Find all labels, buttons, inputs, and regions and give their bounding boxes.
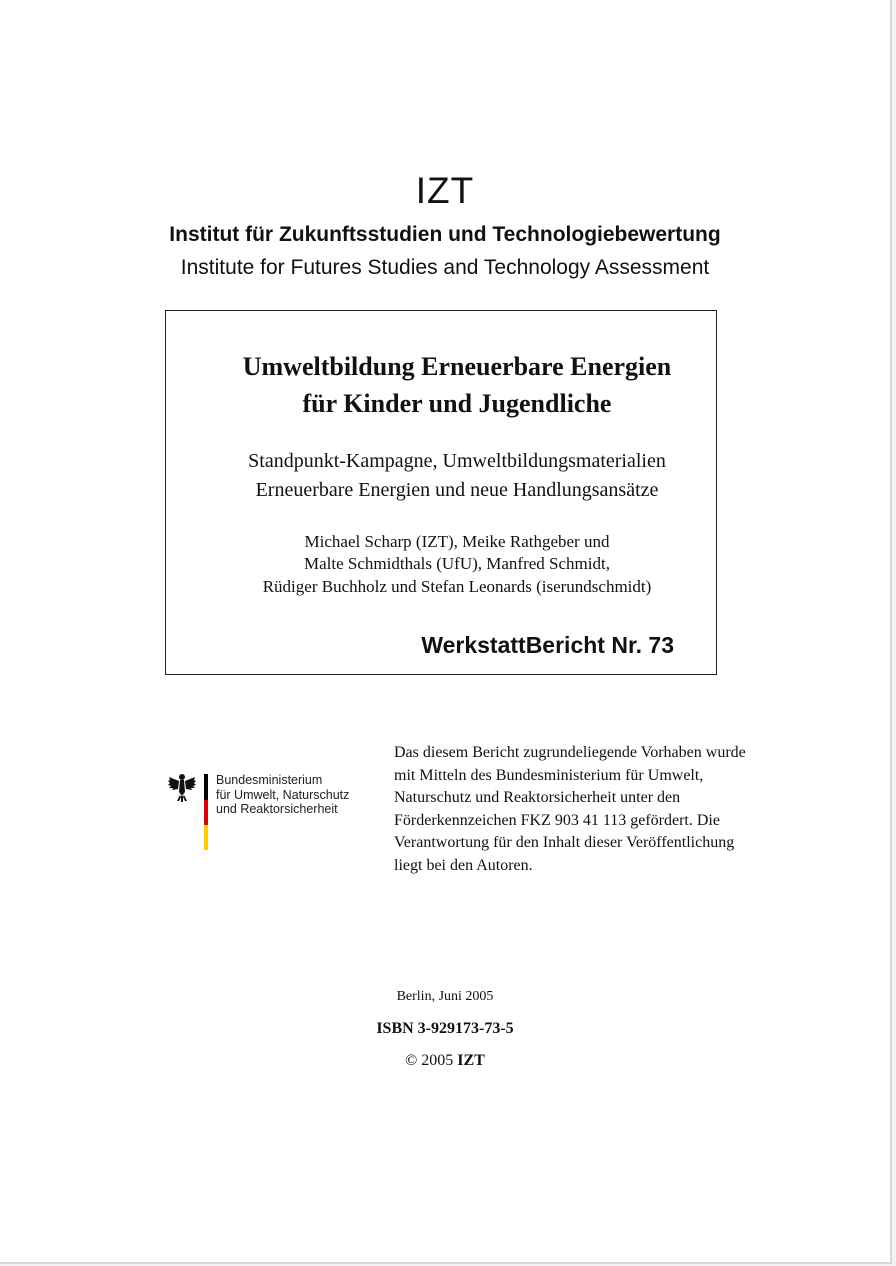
institute-name-german: Institut für Zukunftsstudien und Technologiebewertung [169, 223, 721, 246]
flag-red-stripe [204, 800, 208, 825]
isbn: ISBN 3-929173-73-5 [376, 1020, 514, 1037]
copyright-org: IZT [457, 1052, 485, 1069]
funding-note-line-4: Förderkennzeichen FKZ 903 41 113 gefördert. Die [394, 811, 720, 829]
authors-line-1: Michael Scharp (IZT), Meike Rathgeber und [304, 532, 610, 551]
authors-line-3: Rüdiger Buchholz und Stefan Leonards (iserundschmidt) [262, 577, 652, 596]
flag-black-stripe [204, 774, 208, 800]
report-number: WerkstattBericht Nr. 73 [421, 632, 674, 658]
ministry-name-line-2: für Umwelt, Naturschutz [216, 787, 350, 802]
place-date: Berlin, Juni 2005 [396, 989, 494, 1004]
report-subtitle-line-2: Erneuerbare Energien und neue Handlungsansätze [255, 479, 659, 501]
funding-note [394, 742, 774, 878]
institute-abbreviation: IZT [415, 170, 475, 211]
german-flag-bar [204, 774, 208, 850]
report-title-line-2: für Kinder und Jugendliche [302, 389, 612, 418]
copyright [0, 1052, 890, 1070]
federal-eagle-icon [167, 772, 197, 804]
funding-note-line-1: Das diesem Bericht zugrundeliegende Vorhaben wurde [394, 744, 746, 761]
ministry-logo [167, 772, 367, 854]
ministry-name-line-3: und Reaktorsicherheit [216, 802, 338, 816]
authors-line-2: Malte Schmidthals (UfU), Manfred Schmidt, [304, 554, 610, 573]
title-box [165, 310, 717, 675]
report-subtitle-line-1: Standpunkt-Kampagne, Umweltbildungsmaterialien [248, 450, 666, 472]
funding-note-line-6: liegt bei den Autoren. [394, 856, 533, 874]
ministry-name [216, 773, 349, 817]
flag-gold-stripe [204, 825, 208, 850]
funding-note-line-5: Verantwortung für den Inhalt dieser Veröffentlichung [394, 834, 735, 852]
funding-note-line-2: mit Mitteln des Bundesministerium für Umwelt, [394, 766, 704, 784]
copyright-prefix: © 2005 [405, 1052, 454, 1069]
ministry-name-line-1: Bundesministerium [216, 773, 323, 787]
report-title-line-1: Umweltbildung Erneuerbare Energien [242, 352, 672, 381]
institute-name-english: Institute for Futures Studies and Technology Assessment [180, 256, 710, 279]
funding-note-line-3: Naturschutz und Reaktorsicherheit unter den [394, 789, 681, 807]
